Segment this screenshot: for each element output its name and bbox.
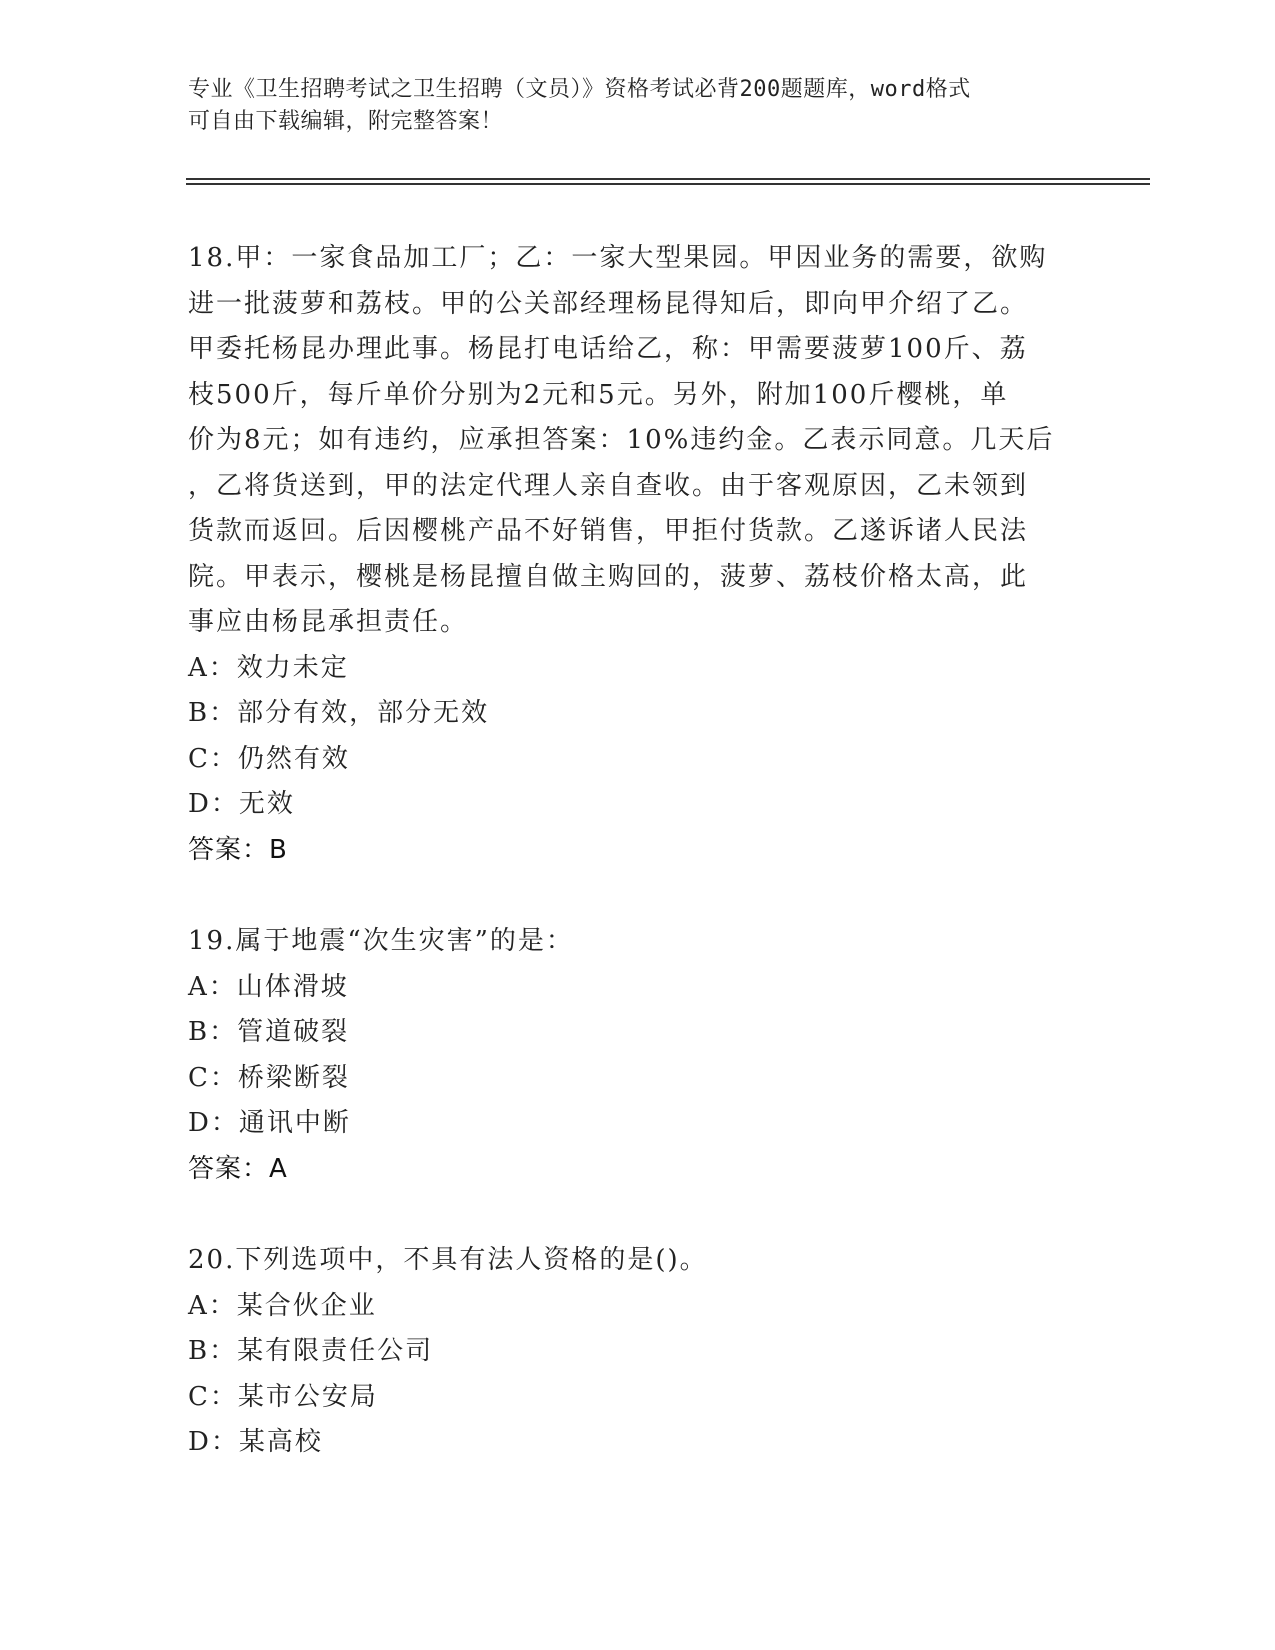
question-spacer — [188, 873, 1088, 919]
header-title-line-2: 可自由下载编辑，附完整答案！ — [188, 109, 504, 134]
option-c: C：桥梁断裂 — [188, 1062, 350, 1093]
option-a: A：山体滑坡 — [188, 971, 349, 1002]
option-c: C：某市公安局 — [188, 1381, 378, 1412]
option-a: A：某合伙企业 — [188, 1290, 377, 1321]
question-text-line: ，乙将货送到，甲的法定代理人亲自查收。由于客观原因，乙未领到 — [188, 470, 1029, 501]
option-d: D：某高校 — [188, 1427, 323, 1457]
question-18 — [188, 236, 1088, 873]
option-c: C：仍然有效 — [188, 743, 350, 774]
question-text-line: 19.属于地震“次生灾害”的是： — [188, 926, 574, 956]
question-text-line: 事应由杨昆承担责任。 — [188, 607, 469, 637]
header-title-line-1: 专业《卫生招聘考试之卫生招聘（文员）》资格考试必背200题题库，word格式 — [188, 77, 971, 102]
option-b: B：管道破裂 — [188, 1017, 350, 1047]
question-20 — [188, 1238, 1088, 1466]
option-d: D：无效 — [188, 789, 295, 819]
question-text-line: 院。甲表示，樱桃是杨昆擅自做主购回的，菠萝、荔枝价格太高，此 — [188, 561, 1029, 592]
answer-line: 答案：B — [188, 834, 288, 865]
question-text-line: 价为8元；如有违约，应承担答案：10%违约金。乙表示同意。几天后 — [188, 425, 1055, 455]
question-text-line: 枝500斤，每斤单价分别为2元和5元。另外，附加100斤樱桃，单 — [188, 379, 1009, 410]
question-text-line: 18.甲：一家食品加工厂；乙：一家大型果园。甲因业务的需要，欲购 — [188, 243, 1048, 273]
header-divider-bottom — [186, 183, 1150, 185]
question-text-line: 进一批菠萝和荔枝。甲的公关部经理杨昆得知后，即向甲介绍了乙。 — [188, 288, 1029, 319]
option-a: A：效力未定 — [188, 652, 349, 683]
answer-line: 答案：A — [188, 1153, 288, 1184]
question-text-line: 甲委托杨昆办理此事。杨昆打电话给乙，称：甲需要菠萝100斤、荔 — [188, 334, 1028, 364]
question-text-line: 20.下列选项中，不具有法人资格的是()。 — [188, 1245, 708, 1275]
option-b: B：某有限责任公司 — [188, 1336, 434, 1366]
question-spacer — [188, 1192, 1088, 1238]
question-19 — [188, 919, 1088, 1192]
option-b: B：部分有效，部分无效 — [188, 698, 490, 728]
option-d: D：通讯中断 — [188, 1108, 351, 1138]
header-divider-top — [186, 178, 1150, 180]
page-header — [188, 74, 1088, 138]
question-list — [188, 236, 1088, 1466]
question-text-line: 货款而返回。后因樱桃产品不好销售，甲拒付货款。乙遂诉诸人民法 — [188, 516, 1029, 546]
